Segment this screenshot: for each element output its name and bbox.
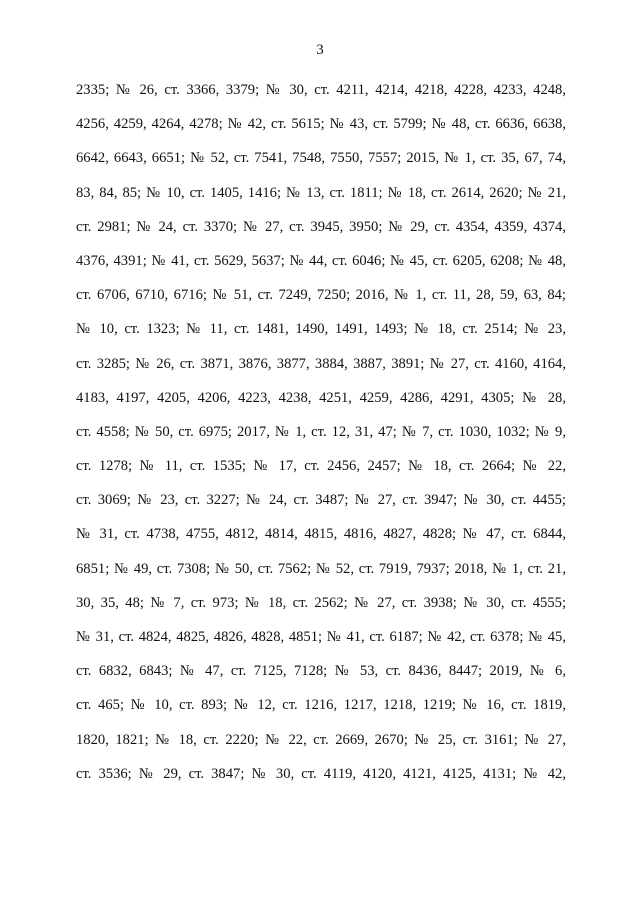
text-line: ст. 3285; № 26, ст. 3871, 3876, 3877, 3884, 3887, 3891; № 27, ст. 4160, 4164, — [76, 355, 566, 372]
text-line: ст. 3536; № 29, ст. 3847; № 30, ст. 4119, 4120, 4121, 4125, 4131; № 42, — [76, 765, 566, 782]
text-line: 4376, 4391; № 41, ст. 5629, 5637; № 44, ст. 6046; № 45, ст. 6205, 6208; № 48, — [76, 252, 566, 269]
text-line: 4183, 4197, 4205, 4206, 4223, 4238, 4251, 4259, 4286, 4291, 4305; № 28, — [76, 389, 566, 406]
text-line: ст. 6706, 6710, 6716; № 51, ст. 7249, 7250; 2016, № 1, ст. 11, 28, 59, 63, 84; — [76, 287, 566, 304]
text-line: ст. 4558; № 50, ст. 6975; 2017, № 1, ст. 12, 31, 47; № 7, ст. 1030, 1032; № 9, — [76, 423, 566, 440]
text-line: 6642, 6643, 6651; № 52, ст. 7541, 7548, 7550, 7557; 2015, № 1, ст. 35, 67, 74, — [76, 150, 566, 167]
text-line: 83, 84, 85; № 10, ст. 1405, 1416; № 13, ст. 1811; № 18, ст. 2614, 2620; № 21, — [76, 184, 566, 201]
body-text — [76, 80, 566, 798]
text-line: 30, 35, 48; № 7, ст. 973; № 18, ст. 2562; № 27, ст. 3938; № 30, ст. 4555; — [76, 594, 566, 611]
text-line: ст. 1278; № 11, ст. 1535; № 17, ст. 2456, 2457; № 18, ст. 2664; № 22, — [76, 458, 566, 475]
text-line: № 31, ст. 4824, 4825, 4826, 4828, 4851; № 41, ст. 6187; № 42, ст. 6378; № 45, — [76, 629, 566, 645]
text-line: ст. 2981; № 24, ст. 3370; № 27, ст. 3945, 3950; № 29, ст. 4354, 4359, 4374, — [76, 218, 566, 235]
text-line: 2335; № 26, ст. 3366, 3379; № 30, ст. 4211, 4214, 4218, 4228, 4233, 4248, — [76, 82, 566, 98]
text-line: 6851; № 49, ст. 7308; № 50, ст. 7562; № 52, ст. 7919, 7937; 2018, № 1, ст. 21, — [76, 560, 566, 577]
text-line: 1820, 1821; № 18, ст. 2220; № 22, ст. 2669, 2670; № 25, ст. 3161; № 27, — [76, 731, 566, 748]
text-line: ст. 3069; № 23, ст. 3227; № 24, ст. 3487; № 27, ст. 3947; № 30, ст. 4455; — [76, 492, 566, 509]
page-number: 3 — [316, 42, 324, 58]
text-line: № 10, ст. 1323; № 11, ст. 1481, 1490, 1491, 1493; № 18, ст. 2514; № 23, — [76, 321, 566, 338]
text-line: 4256, 4259, 4264, 4278; № 42, ст. 5615; № 43, ст. 5799; № 48, ст. 6636, 6638, — [76, 116, 566, 133]
text-line: ст. 465; № 10, ст. 893; № 12, ст. 1216, 1217, 1218, 1219; № 16, ст. 1819, — [76, 697, 566, 714]
text-line: № 31, ст. 4738, 4755, 4812, 4814, 4815, 4816, 4827, 4828; № 47, ст. 6844, — [76, 526, 566, 543]
text-line: ст. 6832, 6843; № 47, ст. 7125, 7128; № 53, ст. 8436, 8447; 2019, № 6, — [76, 663, 566, 680]
